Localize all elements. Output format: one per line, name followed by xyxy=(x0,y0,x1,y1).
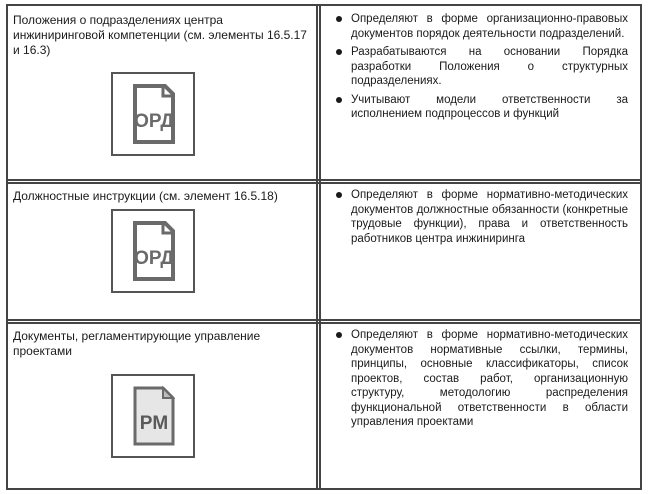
document-ord-icon xyxy=(111,209,195,293)
list-item: Определяют в форме организационно-правовых документов порядок деятельности подразделений. xyxy=(336,12,628,41)
document-cell xyxy=(8,182,316,322)
description-cell xyxy=(324,182,640,322)
document-ord-icon xyxy=(111,72,195,156)
document-icon-label: PM xyxy=(139,413,169,434)
description-cell xyxy=(324,322,640,488)
list-item: Учитывают модели ответственности за исполнением подпроцессов и функций xyxy=(336,93,628,122)
document-cell xyxy=(8,6,316,182)
document-icon-label: ОРД xyxy=(134,248,174,269)
list-item: Определяют в форме нормативно-методических документов должностные обязанности (конкретные трудовые функции), права и ответственность работников центра инжиниринга xyxy=(336,188,628,246)
table-row xyxy=(8,182,640,322)
table-row xyxy=(8,322,640,488)
document-cell xyxy=(8,322,316,488)
document-title: Положения о подразделениях центра инжиниринговой компетенции (см. элементы 16.5.17 и 16.3) xyxy=(13,13,307,57)
document-icon-label: ОРД xyxy=(134,111,174,132)
description-cell xyxy=(324,6,640,182)
table-row xyxy=(8,6,640,182)
document-pm-icon xyxy=(111,374,195,458)
document-title: Должностные инструкции (см. элемент 16.5.18) xyxy=(13,189,278,203)
document-table xyxy=(6,4,642,490)
list-item: Определяют в форме нормативно-методических документов нормативные ссылки, термины, принципы, основные классификаторы, список проектов, состав работ, организационную структуру, методологию распределения функциональной ответственности в области управления проектами xyxy=(336,328,628,430)
document-title: Документы, регламентирующие управление проектами xyxy=(13,329,261,358)
column-divider xyxy=(316,6,321,488)
list-item: Разрабатываются на основании Порядка разработки Положения о структурных подразделениях. xyxy=(336,45,628,89)
